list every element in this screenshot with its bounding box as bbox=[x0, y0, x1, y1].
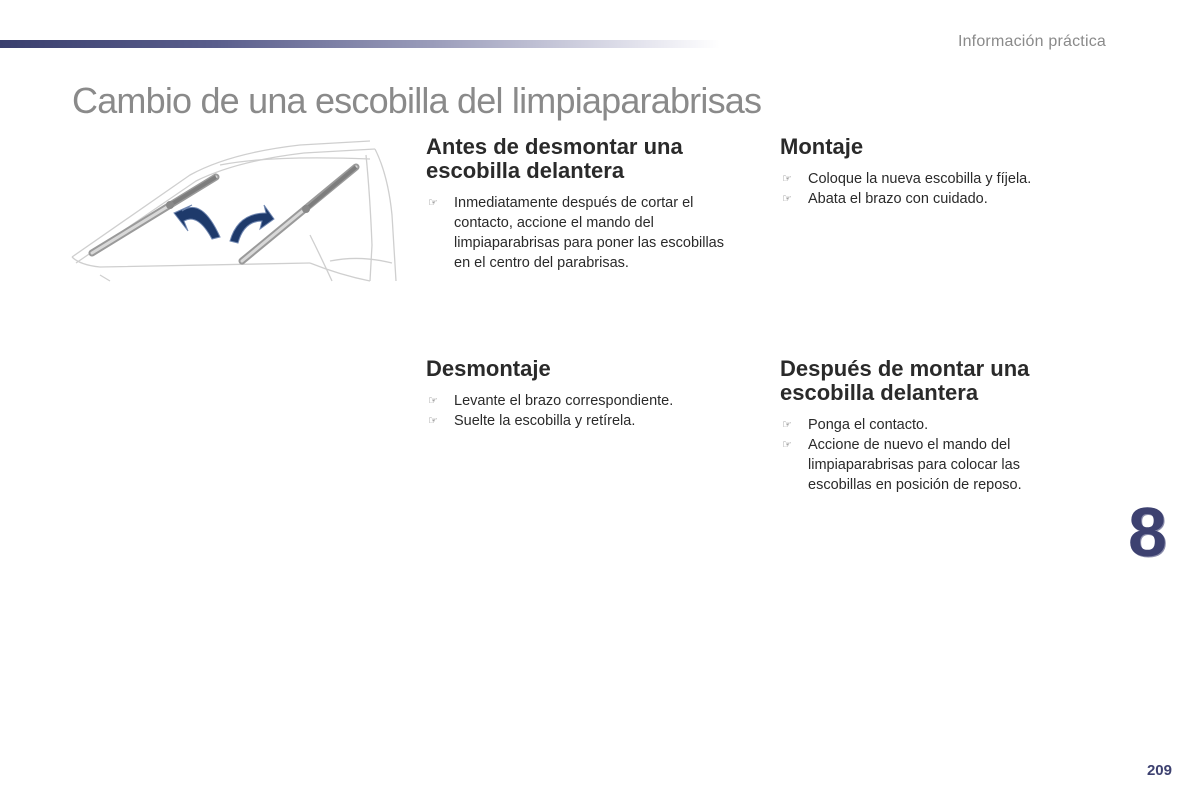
windshield-wiper-illustration bbox=[70, 135, 400, 285]
instruction-list bbox=[426, 193, 756, 273]
pointing-hand-icon: ☞ bbox=[428, 197, 438, 209]
list-item-text: Coloque la nueva escobilla y fíjela. bbox=[808, 171, 1032, 187]
list-item bbox=[426, 193, 744, 273]
instruction-list bbox=[780, 169, 1110, 209]
section-after-mounting bbox=[780, 357, 1110, 495]
instruction-list bbox=[780, 415, 1110, 495]
chapter-number: 8 bbox=[1128, 493, 1167, 571]
list-item bbox=[426, 411, 756, 431]
list-item bbox=[780, 415, 1110, 435]
section-removal bbox=[426, 357, 756, 431]
list-item-text: Inmediatamente después de cortar el contacto, accione el mando del limpiaparabrisas para poner las escobillas en el centro del parabrisas. bbox=[454, 195, 724, 271]
section-heading: Montaje bbox=[780, 134, 864, 159]
list-item-text: Suelte la escobilla y retírela. bbox=[454, 413, 636, 429]
section-label: Información práctica bbox=[957, 33, 1106, 50]
section-heading: Después de montar una escobilla delantera bbox=[780, 356, 1030, 405]
list-item-text: Accione de nuevo el mando del limpiaparabrisas para colocar las escobillas en posición de reposo. bbox=[808, 437, 1022, 493]
pointing-hand-icon: ☞ bbox=[782, 173, 792, 185]
list-item-text: Levante el brazo correspondiente. bbox=[454, 393, 674, 409]
section-heading: Antes de desmontar una escobilla delantera bbox=[426, 134, 683, 183]
pointing-hand-icon: ☞ bbox=[782, 193, 792, 205]
pointing-hand-icon: ☞ bbox=[782, 419, 792, 431]
list-item bbox=[780, 189, 1110, 209]
list-item bbox=[780, 169, 1110, 189]
pointing-hand-icon: ☞ bbox=[428, 395, 438, 407]
section-mounting bbox=[780, 135, 1110, 209]
list-item-text: Abata el brazo con cuidado. bbox=[808, 191, 988, 207]
section-before-removal bbox=[426, 135, 756, 273]
pointing-hand-icon: ☞ bbox=[782, 439, 792, 451]
section-heading: Desmontaje bbox=[426, 356, 551, 381]
list-item bbox=[780, 435, 1058, 495]
rotate-arrow-left-icon bbox=[174, 205, 220, 239]
instruction-list bbox=[426, 391, 756, 431]
list-item bbox=[426, 391, 756, 411]
list-item-text: Ponga el contacto. bbox=[808, 417, 929, 433]
page-title: Cambio de una escobilla del limpiaparabrisas bbox=[72, 80, 762, 121]
pointing-hand-icon: ☞ bbox=[428, 415, 438, 427]
header-gradient-bar bbox=[0, 40, 720, 48]
page-number: 209 bbox=[1146, 762, 1172, 779]
